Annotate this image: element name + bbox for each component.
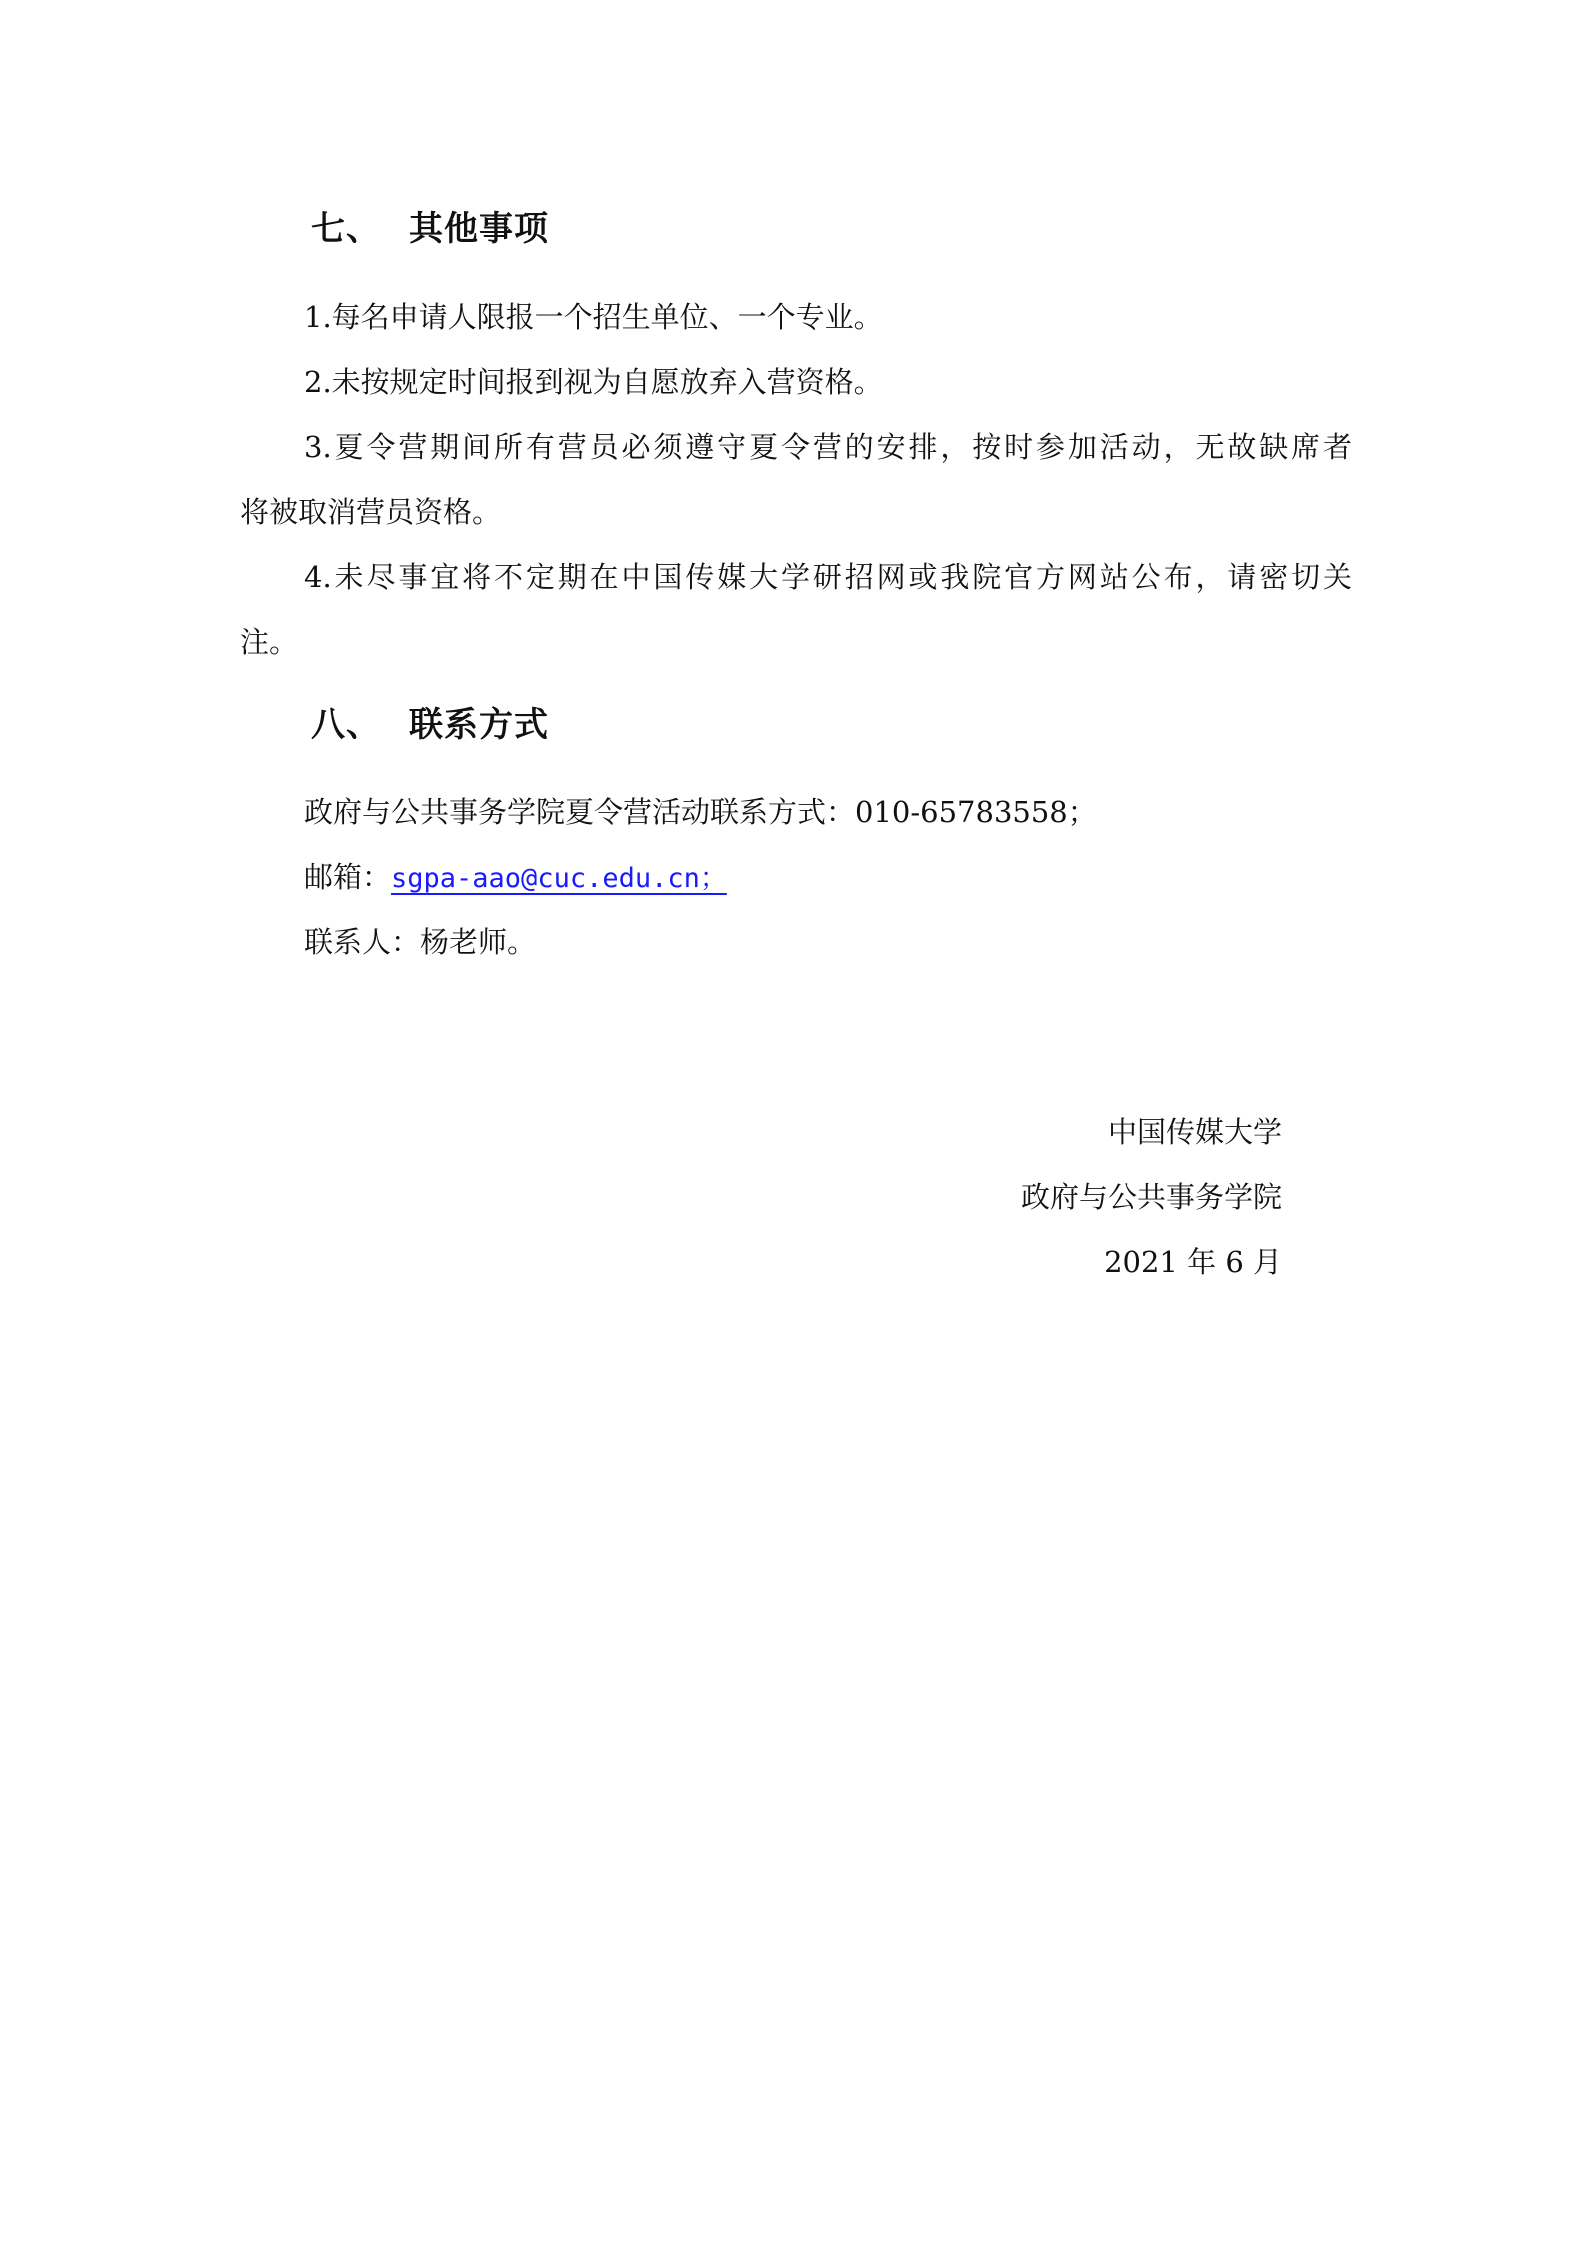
signature-school: 政府与公共事务学院 xyxy=(1020,1180,1282,1214)
contact-person-line: 联系人：杨老师。 xyxy=(304,925,537,959)
section-title: 其他事项 xyxy=(409,209,549,249)
section-heading-other-matters xyxy=(311,209,549,249)
signature-university: 中国传媒大学 xyxy=(1107,1115,1282,1149)
email-link[interactable]: sgpa-aao@cuc.edu.cn； xyxy=(391,863,727,894)
section-number: 八、 xyxy=(311,705,381,745)
paragraph-item-3-line2: 将被取消营员资格。 xyxy=(240,495,502,529)
section-title: 联系方式 xyxy=(409,705,549,745)
paragraph-item-1: 1.每名申请人限报一个招生单位、一个专业。 xyxy=(304,300,883,334)
section-heading-contact xyxy=(311,705,549,745)
section-number: 七、 xyxy=(311,209,381,249)
paragraph-item-3-line1: 3.夏令营期间所有营员必须遵守夏令营的安排，按时参加活动，无故缺席者 xyxy=(304,430,1352,464)
paragraph-item-4-line1: 4.未尽事宜将不定期在中国传媒大学研招网或我院官方网站公布，请密切关 xyxy=(304,560,1352,594)
contact-phone-line: 政府与公共事务学院夏令营活动联系方式：010-65783558； xyxy=(304,795,1097,829)
email-label: 邮箱： xyxy=(304,860,392,894)
paragraph-item-2: 2.未按规定时间报到视为自愿放弃入营资格。 xyxy=(304,365,883,399)
signature-date: 2021 年 6 月 xyxy=(1104,1245,1282,1279)
contact-email-line xyxy=(304,860,741,894)
paragraph-item-4-line2: 注。 xyxy=(240,625,299,659)
